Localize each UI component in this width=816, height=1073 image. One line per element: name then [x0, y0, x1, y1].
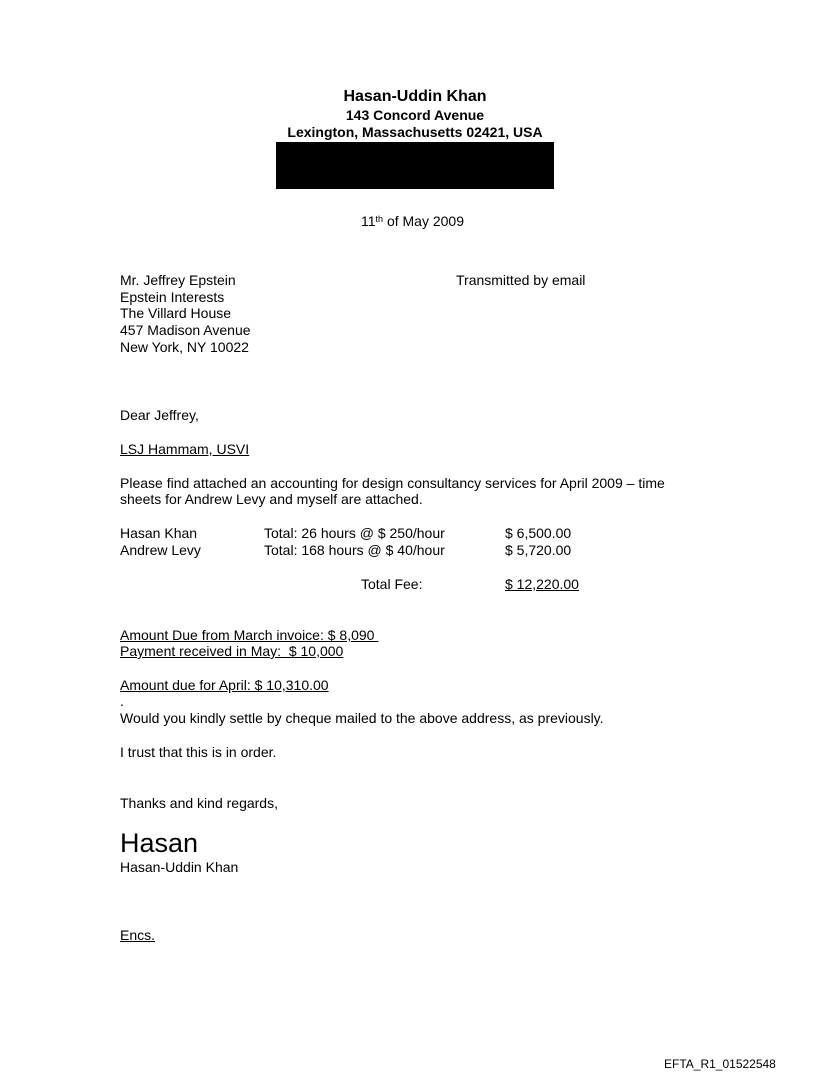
fee-detail: Total: 168 hours @ $ 40/hour	[264, 542, 445, 558]
april-amount-due: Amount due for April: $ 10,310.00	[120, 677, 329, 693]
trust-line: I trust that this is in order.	[120, 744, 277, 760]
date-suffix: th	[375, 214, 384, 224]
letter-date	[361, 213, 464, 229]
enclosures: Encs.	[120, 927, 156, 943]
recipient-line: Epstein Interests	[120, 289, 225, 305]
closing: Thanks and kind regards,	[120, 795, 278, 811]
recipient-line: Mr. Jeffrey Epstein	[120, 272, 236, 288]
intro-line-1: Please find attached an accounting for design consultancy services for April 2009 – time	[120, 475, 665, 491]
document-id: EFTA_R1_01522548	[664, 1057, 776, 1071]
signature: Hasan	[120, 828, 199, 858]
date-rest: of May 2009	[383, 213, 464, 229]
payment-request: Would you kindly settle by cheque mailed to the above address, as previously.	[120, 710, 604, 726]
recipient-line: The Villard House	[120, 305, 232, 321]
fee-name: Hasan Khan	[120, 525, 198, 541]
letterhead-name: Hasan-Uddin Khan	[343, 88, 487, 105]
march-amount-due: Amount Due from March invoice: $ 8,090	[120, 627, 379, 643]
intro-line-2: sheets for Andrew Levy and myself are attached.	[120, 491, 423, 507]
total-fee-amount: $ 12,220.00	[505, 576, 579, 592]
subject-line: LSJ Hammam, USVI	[120, 441, 250, 457]
salutation: Dear Jeffrey,	[120, 407, 199, 423]
fee-amount: $ 6,500.00	[505, 525, 572, 541]
date-day: 11	[361, 213, 376, 229]
signer-name: Hasan-Uddin Khan	[120, 859, 239, 875]
recipient-line: 457 Madison Avenue	[120, 322, 251, 338]
fee-name: Andrew Levy	[120, 542, 201, 558]
recipient-line: New York, NY 10022	[120, 339, 249, 355]
may-payment-received: Payment received in May: $ 10,000	[120, 643, 344, 659]
letterhead-city: Lexington, Massachusetts 02421, USA	[287, 124, 543, 140]
fee-detail: Total: 26 hours @ $ 250/hour	[264, 525, 445, 541]
redaction-block	[276, 142, 554, 189]
transmission-note: Transmitted by email	[456, 272, 586, 288]
fee-amount: $ 5,720.00	[505, 542, 572, 558]
letterhead-street: 143 Concord Avenue	[345, 107, 485, 123]
total-fee-label: Total Fee:	[361, 576, 423, 592]
stray-dot: .	[120, 693, 124, 709]
